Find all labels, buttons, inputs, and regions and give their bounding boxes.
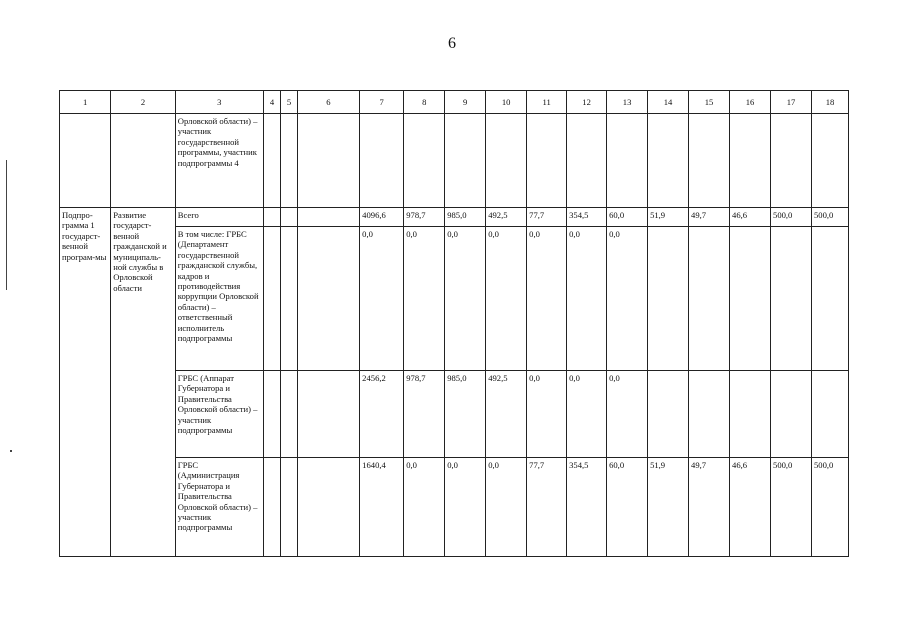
value-cell: 0,0 bbox=[486, 458, 527, 557]
value-cell bbox=[689, 227, 730, 371]
value-cell: 0,0 bbox=[567, 227, 607, 371]
header-cell: 4 bbox=[263, 91, 280, 114]
value-cell: 0,0 bbox=[527, 371, 567, 458]
value-cell: 46,6 bbox=[730, 208, 771, 227]
value-cell: 0,0 bbox=[445, 227, 486, 371]
value-cell: 500,0 bbox=[771, 458, 812, 557]
value-cell: 0,0 bbox=[607, 371, 648, 458]
value-cell: 46,6 bbox=[730, 458, 771, 557]
value-cell: 354,5 bbox=[567, 458, 607, 557]
value-cell: 0,0 bbox=[360, 227, 404, 371]
table-cell bbox=[486, 114, 527, 208]
value-cell bbox=[812, 227, 849, 371]
table-cell bbox=[297, 227, 360, 371]
scan-speck bbox=[10, 450, 12, 452]
header-cell: 13 bbox=[607, 91, 648, 114]
table-cell bbox=[263, 371, 280, 458]
value-cell: 0,0 bbox=[486, 227, 527, 371]
header-cell: 8 bbox=[404, 91, 445, 114]
value-cell bbox=[648, 371, 689, 458]
value-cell bbox=[730, 227, 771, 371]
value-cell: 0,0 bbox=[527, 227, 567, 371]
value-cell: 2456,2 bbox=[360, 371, 404, 458]
value-cell: 0,0 bbox=[567, 371, 607, 458]
value-cell: 51,9 bbox=[648, 208, 689, 227]
value-cell bbox=[771, 371, 812, 458]
table-row bbox=[60, 227, 849, 371]
value-cell: 49,7 bbox=[689, 458, 730, 557]
value-cell: 4096,6 bbox=[360, 208, 404, 227]
header-cell: 15 bbox=[689, 91, 730, 114]
table-cell bbox=[111, 114, 176, 208]
table-cell bbox=[297, 114, 360, 208]
subprogram-title: Развитие государст-венной гражданской и муниципаль-ной службы в Орловской области bbox=[111, 208, 176, 557]
table-cell bbox=[527, 114, 567, 208]
table-cell bbox=[297, 208, 360, 227]
header-cell: 12 bbox=[567, 91, 607, 114]
table-cell bbox=[281, 371, 297, 458]
value-cell: 51,9 bbox=[648, 458, 689, 557]
table-cell bbox=[771, 114, 812, 208]
value-cell bbox=[689, 371, 730, 458]
header-cell: 1 bbox=[60, 91, 111, 114]
table-cell bbox=[404, 114, 445, 208]
table-cell bbox=[812, 114, 849, 208]
header-cell: 10 bbox=[486, 91, 527, 114]
value-cell: 0,0 bbox=[607, 227, 648, 371]
header-cell: 7 bbox=[360, 91, 404, 114]
table-cell bbox=[263, 227, 280, 371]
row-description: ГРБС (Аппарат Губернатора и Правительства Орловской области) – участник подпрограммы bbox=[175, 371, 263, 458]
header-cell: 11 bbox=[527, 91, 567, 114]
value-cell: 0,0 bbox=[404, 458, 445, 557]
value-cell bbox=[771, 227, 812, 371]
table-row bbox=[60, 458, 849, 557]
value-cell: 60,0 bbox=[607, 458, 648, 557]
header-cell: 14 bbox=[648, 91, 689, 114]
header-cell: 6 bbox=[297, 91, 360, 114]
budget-table bbox=[59, 90, 849, 557]
row-description: ГРБС (Администрация Губернатора и Правительства Орловской области) – участник подпрограммы bbox=[175, 458, 263, 557]
value-cell: 978,7 bbox=[404, 371, 445, 458]
header-cell: 2 bbox=[111, 91, 176, 114]
row-description: Всего bbox=[175, 208, 263, 227]
header-row bbox=[60, 91, 849, 114]
table-cell bbox=[281, 458, 297, 557]
value-cell bbox=[648, 227, 689, 371]
table-cell bbox=[281, 227, 297, 371]
value-cell: 492,5 bbox=[486, 371, 527, 458]
value-cell: 0,0 bbox=[404, 227, 445, 371]
table-row bbox=[60, 208, 849, 227]
table-cell bbox=[263, 458, 280, 557]
table-cell bbox=[263, 114, 280, 208]
table-cell bbox=[445, 114, 486, 208]
value-cell: 77,7 bbox=[527, 208, 567, 227]
value-cell: 49,7 bbox=[689, 208, 730, 227]
value-cell: 354,5 bbox=[567, 208, 607, 227]
header-cell: 9 bbox=[445, 91, 486, 114]
value-cell bbox=[812, 371, 849, 458]
value-cell: 0,0 bbox=[445, 458, 486, 557]
table-cell bbox=[281, 208, 297, 227]
header-cell: 5 bbox=[281, 91, 297, 114]
value-cell bbox=[730, 371, 771, 458]
header-cell: 18 bbox=[812, 91, 849, 114]
table-cell bbox=[730, 114, 771, 208]
table-cell bbox=[263, 208, 280, 227]
page-number: 6 bbox=[448, 35, 456, 52]
header-cell: 16 bbox=[730, 91, 771, 114]
value-cell: 500,0 bbox=[812, 458, 849, 557]
value-cell: 500,0 bbox=[812, 208, 849, 227]
table-cell bbox=[567, 114, 607, 208]
value-cell: 500,0 bbox=[771, 208, 812, 227]
value-cell: 1640,4 bbox=[360, 458, 404, 557]
table-cell bbox=[648, 114, 689, 208]
value-cell: 77,7 bbox=[527, 458, 567, 557]
value-cell: 60,0 bbox=[607, 208, 648, 227]
row-description: В том числе: ГРБС (Департамент государственной гражданской службы, кадров и противодействия коррупции Орловской области) – ответственный исполнитель подпрограммы bbox=[175, 227, 263, 371]
value-cell: 492,5 bbox=[486, 208, 527, 227]
table-cell bbox=[281, 114, 297, 208]
value-cell: 985,0 bbox=[445, 208, 486, 227]
value-cell: 985,0 bbox=[445, 371, 486, 458]
table-cell bbox=[607, 114, 648, 208]
table-cell bbox=[689, 114, 730, 208]
table-cell bbox=[297, 458, 360, 557]
table-cell bbox=[297, 371, 360, 458]
continuation-row bbox=[60, 114, 849, 208]
table-cell bbox=[60, 114, 111, 208]
row-description: Орловской области) – участник государственной программы, участник подпрограммы 4 bbox=[175, 114, 263, 208]
value-cell: 978,7 bbox=[404, 208, 445, 227]
header-cell: 3 bbox=[175, 91, 263, 114]
scan-margin-line bbox=[6, 160, 7, 290]
table-row bbox=[60, 371, 849, 458]
subprogram-name: Подпро-грамма 1 государст-венной програм-мы bbox=[60, 208, 111, 557]
header-cell: 17 bbox=[771, 91, 812, 114]
table-cell bbox=[360, 114, 404, 208]
